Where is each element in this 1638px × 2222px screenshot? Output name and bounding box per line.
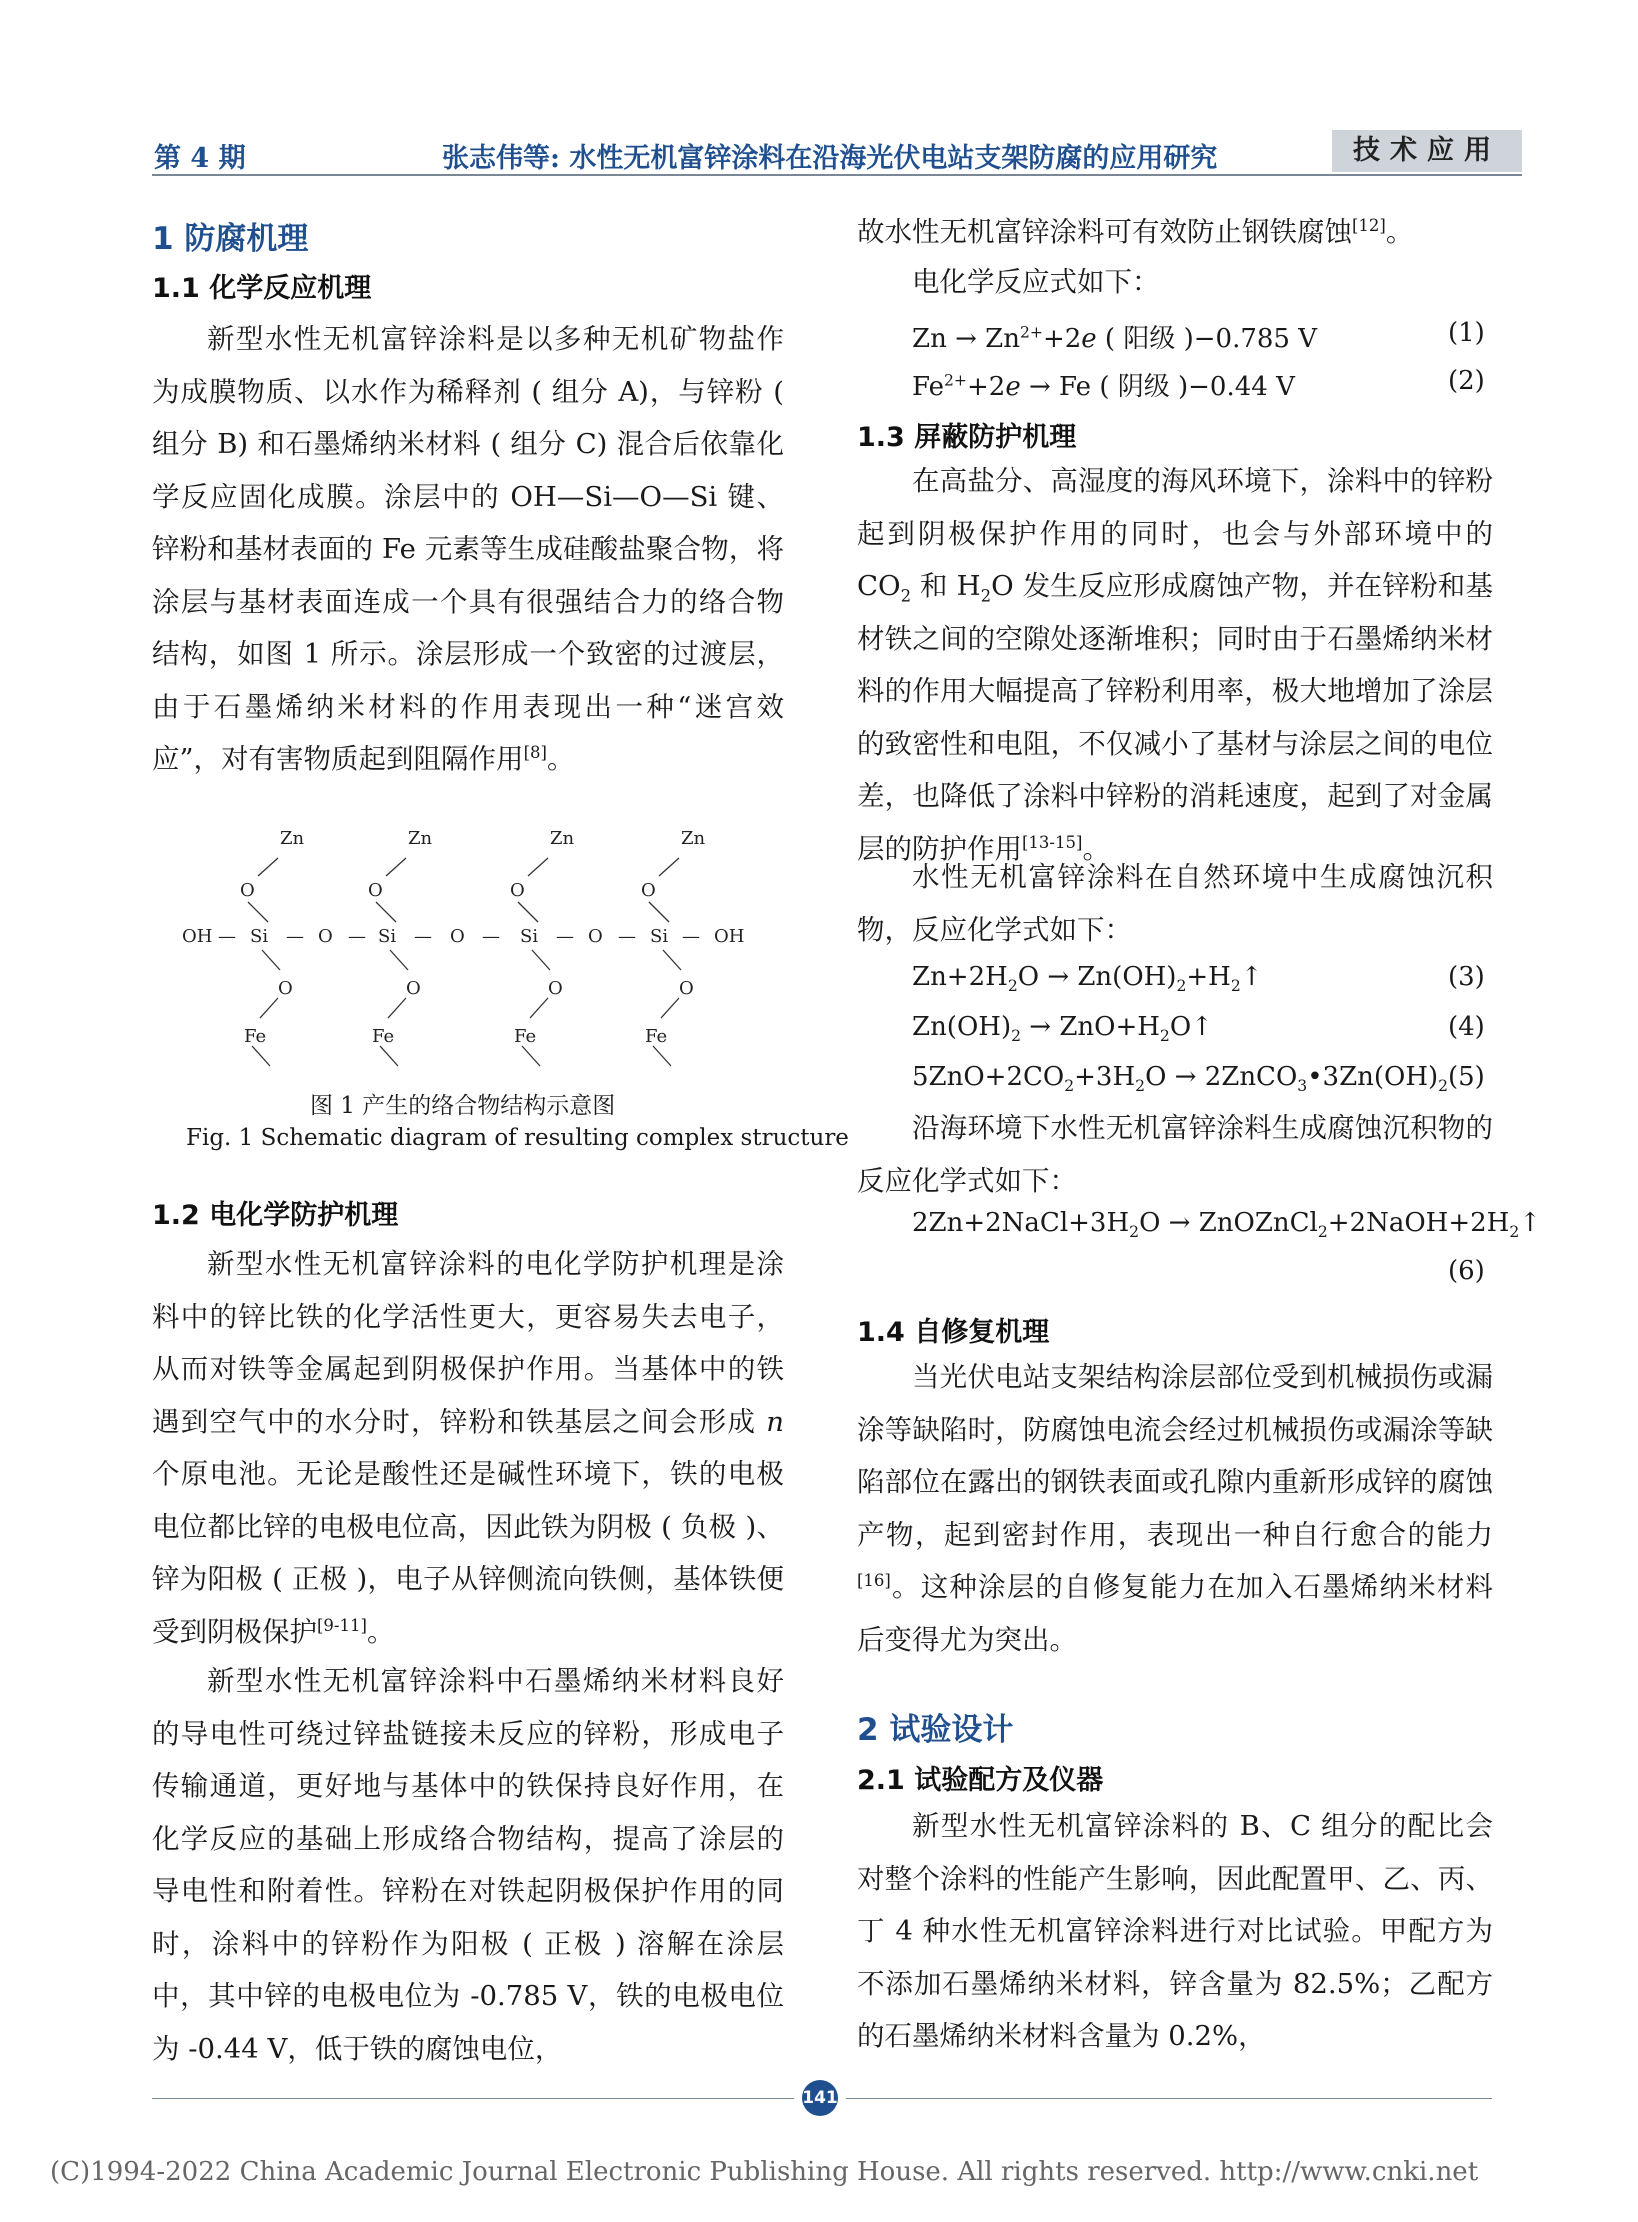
equation-4: $Zn(OH)_2$ → $ZnO+H_2O↑$ [912, 1012, 1213, 1046]
electrochemical-intro: 电化学反应式如下： [912, 266, 1160, 298]
svg-text:—: — [482, 926, 500, 947]
paragraph-graphene-conductivity: 新型水性无机富锌涂料中石墨烯纳米材料良好的导电性可绕过锌盐链接未反应的锌粉，形成电子传输通道，更好地与基体中的铁保持良好作用，在化学反应的基础上形成络合物结构，提高了涂层的导电性和附着性。锌粉在对铁起阴极保护作用的同时，涂料中的锌粉作为阳极 ( 正极 ) 溶解在涂层中，其中锌的电极电位为 -0.785 V，铁的电极电位为 -0.44 V，低于铁的腐蚀电位， [152, 1665, 784, 2065]
svg-text:OH: OH [182, 926, 213, 947]
svg-text:Zn: Zn [681, 828, 706, 849]
paragraph-chemical-mechanism: 新型水性无机富锌涂料是以多种无机矿物盐作为成膜物质、以水作为稀释剂 ( 组分 A)，与锌粉 ( 组分 B) 和石墨烯纳米材料 ( 组分 C) 混合后依靠化学反应固化成膜。涂层中的 OH—Si—O—Si 键、锌粉和基材表面的 Fe 元素等生成硅酸盐聚合物，将涂层与基材表面连成一个具有很强结合力的络合物结构，如图 1 所示。涂层形成一个致密的过渡层，由于石墨烯纳米材料的作用表现出一种“迷宫效应”，对有害物质起到阻隔作用[8]。 [152, 323, 784, 775]
lower-o-labels [278, 978, 694, 999]
svg-text:Si: Si [250, 926, 269, 947]
svg-text:Si: Si [378, 926, 397, 947]
page-number: 141 [802, 2080, 838, 2116]
diagram-bonds [248, 858, 681, 1066]
svg-text:—: — [682, 926, 700, 947]
svg-text:—: — [286, 926, 304, 947]
equation-3: $Zn+2H_2O$ → $Zn(OH)_2+H_2↑$ [912, 962, 1263, 996]
figure-caption-cn: 图 1 产生的络合物结构示意图 [310, 1093, 616, 1119]
equation-2-number: (2) [1448, 366, 1485, 396]
section-2-title: 2 试验设计 [857, 1712, 1014, 1748]
section-1-2-title: 1.2 电化学防护机理 [152, 1200, 399, 1231]
equation-3-number: (3) [1448, 962, 1485, 992]
equation-1: $Zn \to Zn^{2+}+2e$ ( 阳级 )−0.785 V [912, 323, 1317, 354]
zn-labels [280, 828, 706, 849]
svg-text:Fe: Fe [372, 1026, 395, 1047]
svg-text:Fe: Fe [645, 1026, 668, 1047]
svg-text:O: O [679, 978, 694, 999]
svg-text:Zn: Zn [280, 828, 305, 849]
svg-text:OH: OH [714, 926, 745, 947]
running-title: 张志伟等: 水性无机富锌涂料在沿海光伏电站支架防腐的应用研究 [442, 143, 1218, 174]
svg-text:O: O [641, 880, 656, 901]
paragraph-shielding: 在高盐分、高湿度的海风环境下，涂料中的锌粉起到阴极保护作用的同时，也会与外部环境中的 $CO_2$ 和 $H_2O$ 发生反应形成腐蚀产物，并在锌粉和基材铁之间的空隙处逐渐堆积；同时由于石墨烯纳米材料的作用大幅提高了锌粉利用率，极大地增加了涂层的致密性和电阻，不仅减小了基材与涂层之间的电位差，也降低了涂料中锌粉的消耗速度，起到了对金属层的防护作用[13-15]。 [857, 465, 1493, 865]
paragraph-continuation: 故水性无机富锌涂料可有效防止钢铁腐蚀[12]。 [857, 215, 1414, 248]
svg-text:Si: Si [520, 926, 539, 947]
equation-4-number: (4) [1448, 1012, 1485, 1042]
paragraph-self-repair: 当光伏电站支架结构涂层部位受到机械损伤或漏涂等缺陷时，防腐蚀电流会经过机械损伤或漏涂等缺陷部位在露出的钢铁表面或孔隙内重新形成锌的腐蚀产物，起到密封作用，表现出一种自行愈合的能力[16]。这种涂层的自修复能力在加入石墨烯纳米材料后变得尤为突出。 [857, 1361, 1493, 1656]
issue-number: 第 4 期 [154, 143, 246, 174]
upper-o-labels [240, 880, 656, 901]
svg-text:O: O [368, 880, 383, 901]
equation-6: $2Zn+2NaCl+3H_2O$ → $ZnOZnCl_2+2NaOH+2H_2↑$ [912, 1208, 1542, 1242]
svg-text:—: — [414, 926, 432, 947]
svg-text:—: — [618, 926, 636, 947]
complex-structure-diagram [178, 824, 798, 1082]
equation-5: $5ZnO+2CO_2+3H_2O$ → $2ZnCO_3•3Zn(OH)_2$ [912, 1062, 1449, 1096]
fe-labels [244, 1026, 667, 1047]
footer-divider-left [152, 2098, 794, 2099]
footer-divider-right [846, 2098, 1492, 2099]
svg-text:O: O [406, 978, 421, 999]
equation-2: $Fe^{2+}+2e \to Fe$ ( 阴级 )−0.44 V [912, 371, 1295, 402]
copyright-line: (C)1994-2022 China Academic Journal Electronic Publishing House. All rights reserved. http://www.cnki.net [50, 2157, 1479, 2187]
header-divider [152, 174, 1522, 176]
svg-text:Si: Si [650, 926, 669, 947]
section-2-1-title: 2.1 试验配方及仪器 [857, 1765, 1104, 1796]
svg-text:—: — [556, 926, 574, 947]
svg-text:Zn: Zn [550, 828, 575, 849]
svg-text:O: O [588, 926, 603, 947]
svg-text:Zn: Zn [408, 828, 433, 849]
equation-5-number: (5) [1448, 1062, 1485, 1092]
paragraph-electrochemical: 新型水性无机富锌涂料的电化学防护机理是涂料中的锌比铁的化学活性更大，更容易失去电子，从而对铁等金属起到阴极保护作用。当基体中的铁遇到空气中的水分时，锌粉和铁基层之间会形成 n 个原电池。无论是酸性还是碱性环境下，铁的电极电位都比锌的电极电位高，因此铁为阴极 ( 负极 )、锌为阳极 ( 正极 )，电子从锌侧流向铁侧，基体铁便受到阴极保护[9-11]。 [152, 1248, 784, 1648]
running-header [152, 130, 1522, 174]
main-chain [182, 926, 744, 947]
paragraph-coastal-env: 沿海环境下水性无机富锌涂料生成腐蚀沉积物的反应化学式如下： [857, 1112, 1493, 1197]
section-tag: 技术应用 [1332, 130, 1522, 172]
svg-text:Fe: Fe [244, 1026, 267, 1047]
section-1-title: 1 防腐机理 [152, 221, 309, 257]
svg-text:—: — [218, 926, 236, 947]
svg-text:O: O [318, 926, 333, 947]
figure-caption-en: Fig. 1 Schematic diagram of resulting complex structure [186, 1125, 849, 1151]
svg-text:O: O [240, 880, 255, 901]
paragraph-natural-env: 水性无机富锌涂料在自然环境中生成腐蚀沉积物，反应化学式如下： [857, 861, 1493, 946]
paragraph-test-formula: 新型水性无机富锌涂料的 B、C 组分的配比会对整个涂料的性能产生影响，因此配置甲、乙、丙、丁 4 种水性无机富锌涂料进行对比试验。甲配方为不添加石墨烯纳米材料，锌含量为 82.5%；乙配方的石墨烯纳米材料含量为 0.2%， [857, 1810, 1493, 2052]
svg-text:O: O [510, 880, 525, 901]
section-1-1-title: 1.1 化学反应机理 [152, 273, 372, 304]
svg-text:O: O [278, 978, 293, 999]
svg-text:Fe: Fe [514, 1026, 537, 1047]
svg-text:O: O [548, 978, 563, 999]
svg-text:—: — [348, 926, 366, 947]
equation-6-number: (6) [1448, 1256, 1485, 1286]
section-1-3-title: 1.3 屏蔽防护机理 [857, 422, 1077, 453]
equation-1-number: (1) [1448, 318, 1485, 348]
svg-text:O: O [450, 926, 465, 947]
section-1-4-title: 1.4 自修复机理 [857, 1317, 1050, 1348]
